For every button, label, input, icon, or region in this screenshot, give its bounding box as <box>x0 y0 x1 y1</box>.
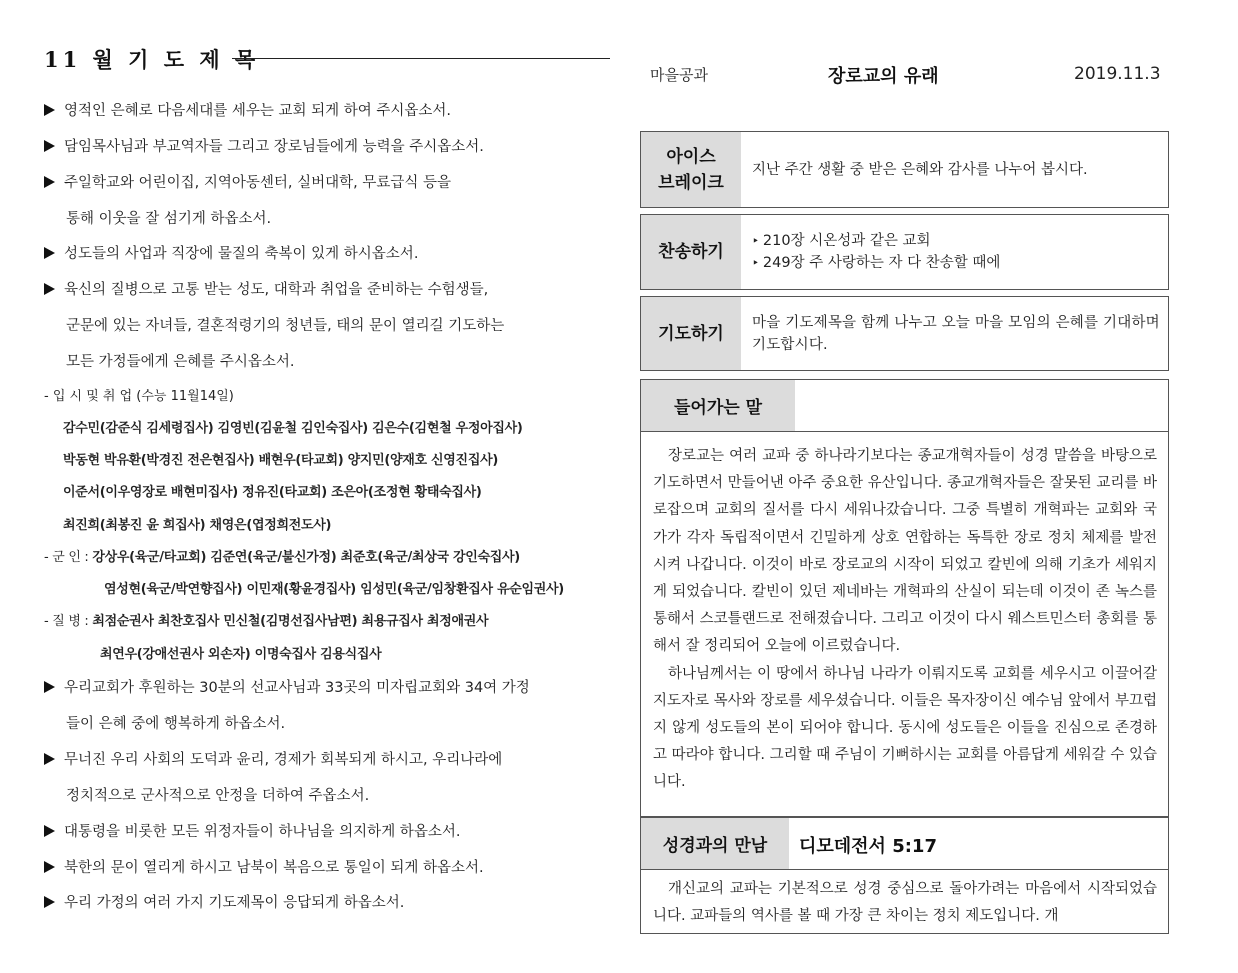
triangle-bullet-icon <box>44 283 55 295</box>
prayer-section <box>640 296 1169 371</box>
hymn-item: ‣ 210장 시온성과 같은 교회 <box>752 230 1160 252</box>
triangle-bullet-icon <box>44 825 55 837</box>
title-divider <box>232 58 610 59</box>
hymn-section <box>640 214 1169 290</box>
icebreak-text: 지난 주간 생활 중 받은 은혜와 감사를 나누어 봅시다. <box>752 161 1088 178</box>
hymn-label: 찬송하기 <box>641 215 741 289</box>
exam-names-line: 박동현 박유환(박경진 전은현집사) 배현우(타교회) 양지민(양재호 신영진집사) <box>63 453 498 468</box>
lesson-title: 장로교의 유래 <box>828 66 939 87</box>
exam-names-line: 이준서(이우영장로 배현미집사) 정유진(타교회) 조은아(조정현 황태숙집사) <box>63 485 482 500</box>
exam-names-line: 감수민(감준식 김세령집사) 김영빈(김윤철 김인숙집사) 김은수(김현철 우정아집사) <box>63 421 523 436</box>
exam-section-label: - 입 시 및 취 업 (수능 11월14일) <box>44 389 234 404</box>
intro-section <box>640 379 1169 817</box>
prayer-item: 무너진 우리 사회의 도덕과 윤리, 경제가 회복되게 하시고, 우리나라에 <box>44 748 502 772</box>
prayer-item: 우리교회가 후원하는 30분의 선교사님과 33곳의 미자립교회와 34여 가정 <box>44 676 530 700</box>
intro-paragraph: 하나님께서는 이 땅에서 하나님 나라가 이뤄지도록 교회를 세우시고 이끌어갈 지도자로 목사와 장로를 세우셨습니다. 이들은 목자장이신 예수님 앞에서 부끄럽지 않게 성도들의 본이 되어야 합니다. 동시에 성도들은 이들을 진심으로 존경하고 따라야 합니다. 그리할 때 주님이 기뻐하시는 교회를 아름답게 세워갈 수 있습니다. <box>653 665 1157 791</box>
icebreak-section <box>640 131 1169 208</box>
triangle-bullet-icon <box>44 861 55 873</box>
triangle-bullet-icon <box>44 176 55 188</box>
prayer-topics-page <box>44 40 584 911</box>
bible-header <box>641 818 1168 870</box>
prayer-item: 북한의 문이 열리게 하시고 남북이 복음으로 통일이 되게 하옵소서. <box>44 856 484 880</box>
military-label: - 군 인 : <box>44 550 93 565</box>
triangle-bullet-icon <box>44 753 55 765</box>
prayer-text: 마을 기도제목을 함께 나누고 오늘 마을 모임의 은혜를 기대하며 기도합시다. <box>752 314 1160 353</box>
illness-names-line: 최연우(강애선권사 외손자) 이명숙집사 김용식집사 <box>100 647 382 662</box>
military-line <box>44 546 520 570</box>
prayer-item-continued: 모든 가정들에게 은혜를 주시옵소서. <box>66 354 295 370</box>
triangle-bullet-icon <box>44 104 55 116</box>
intro-header <box>641 380 1168 432</box>
prayer-item: 영적인 은혜로 다음세대를 세우는 교회 되게 하여 주시옵소서. <box>44 99 451 123</box>
prayer-item-continued: 들이 은혜 중에 행복하게 하옵소서. <box>66 716 286 732</box>
military-names-line: 염성현(육군/박연향집사) 이민재(황윤경집사) 임성민(육군/임창환집사 유순임권사) <box>104 582 564 597</box>
prayer-item: 대통령을 비롯한 모든 위정자들이 하나님을 의지하게 하옵소서. <box>44 820 460 844</box>
prayer-label: 기도하기 <box>641 297 741 370</box>
lesson-date: 2019.11.3 <box>1074 64 1161 84</box>
illness-label: - 질 병 : <box>44 614 93 629</box>
icebreak-label: 아이스 브레이크 <box>641 132 741 207</box>
prayer-item: 주일학교와 어린이집, 지역아동센터, 실버대학, 무료급식 등을 <box>44 171 451 195</box>
hymn-item: ‣ 249장 주 사랑하는 자 다 찬송할 때에 <box>752 252 1160 274</box>
prayer-item-continued: 통해 이웃을 잘 섬기게 하옵소서. <box>66 211 272 227</box>
triangle-bullet-icon <box>44 247 55 259</box>
prayer-item: 담임목사님과 부교역자들 그리고 장로님들에게 능력을 주시옵소서. <box>44 135 484 159</box>
exam-names-line: 최진희(최봉진 윤 희집사) 채영은(엽정희전도사) <box>63 518 332 533</box>
page-title: 11 월 기 도 제 목 <box>44 47 260 72</box>
intro-label: 들어가는 말 <box>641 380 795 431</box>
bible-paragraph: 개신교의 교파는 기본적으로 성경 중심으로 돌아가려는 마음에서 시작되었습니다. 교파들의 역사를 볼 때 가장 큰 차이는 정치 제도입니다. 개 <box>653 881 1157 925</box>
prayer-topics-header <box>44 40 584 76</box>
illness-names: 최점순권사 최찬호집사 민신철(김명선집사남편) 최용규집사 최정애권사 <box>92 614 489 629</box>
prayer-item-continued: 군문에 있는 자녀들, 결혼적령기의 청년들, 태의 문이 열리길 기도하는 <box>66 318 505 334</box>
military-names: 강상우(육군/타교회) 김준연(육군/불신가정) 최준호(육군/최상국 강인숙집사) <box>92 550 520 565</box>
triangle-bullet-icon <box>44 681 55 693</box>
prayer-item: 성도들의 사업과 직장에 물질의 축복이 있게 하시옵소서. <box>44 242 418 266</box>
bible-reference: 디모데전서 5:17 <box>799 836 937 857</box>
prayer-item: 육신의 질병으로 고통 받는 성도, 대학과 취업을 준비하는 수험생들, <box>44 278 488 302</box>
lesson-group-label: 마을공과 <box>650 66 708 84</box>
triangle-bullet-icon <box>44 896 55 908</box>
intro-paragraph: 장로교는 여러 교파 중 하나라기보다는 종교개혁자들이 성경 말씀을 바탕으로 기도하면서 만들어낸 아주 중요한 유산입니다. 종교개혁자들은 잘못된 교리를 바로잡으며 교회의 질서를 다시 세워나갔습니다. 그중 특별히 개혁파는 교회와 국가가 각자 독립적이면서 긴밀하게 상호 연합하는 독특한 장로 정치 체제를 발전시켜 나갑니다. 이것이 바로 장로교의 시작이 되었고 칼빈에 의해 기초가 세워지게 되었습니다. 칼빈이 있던 제네바는 개혁파의 산실이 되는데 이것이 존 녹스를 통해서 스코틀랜드로 전해졌습니다. 그리고 이것이 다시 웨스트민스터 총회를 통해서 잘 정리되어 오늘에 이르렀습니다. <box>653 448 1157 655</box>
prayer-item: 우리 가정의 여러 가지 기도제목이 응답되게 하옵소서. <box>44 891 404 915</box>
triangle-bullet-icon <box>44 140 55 152</box>
bible-section <box>640 817 1169 934</box>
bible-body <box>653 876 1157 930</box>
intro-body <box>653 443 1157 797</box>
hymn-list <box>752 215 1160 289</box>
bible-label: 성경과의 만남 <box>641 818 789 869</box>
illness-line <box>44 610 488 634</box>
prayer-item-continued: 정치적으로 군사적으로 안정을 더하여 주옵소서. <box>66 788 370 804</box>
